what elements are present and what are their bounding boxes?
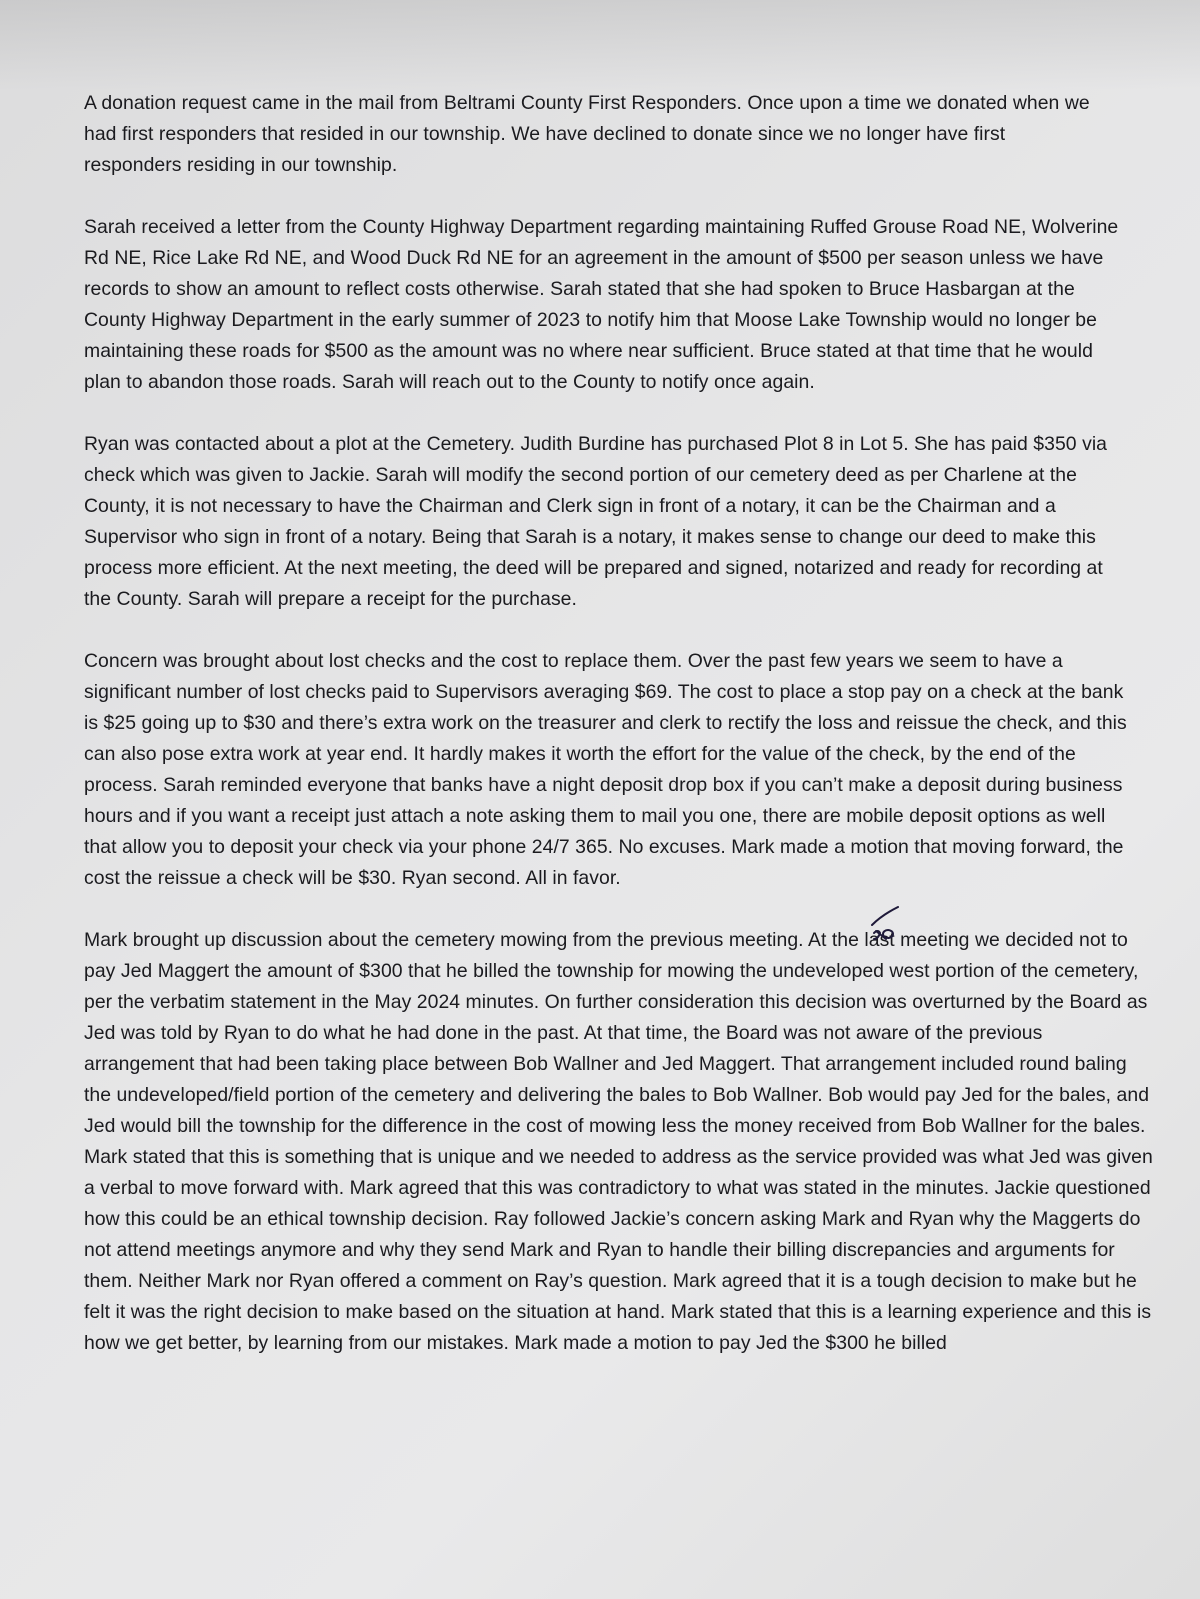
handwritten-correction-mark bbox=[868, 903, 908, 943]
paragraph-cemetery-plot: Ryan was contacted about a plot at the Cemetery. Judith Burdine has purchased Plot 8 in Lot 5. She has paid $350 via check which was given to Jackie. Sarah will modify the second portion of our cemetery deed as per Charlene at the County, it is not necessary to have the Chairman and Clerk sign in front of a notary, it can be the Chairman and a Supervisor who sign in front of a notary. Being that Sarah is a notary, it makes sense to change our deed to make this process more efficient. At the next meeting, the deed will be prepared and signed, notarized and ready for recording at the County. Sarah will prepare a receipt for the purchase. bbox=[84, 433, 1108, 610]
paragraph-lost-checks: Concern was brought about lost checks and the cost to replace them. Over the past few years we seem to have a significant number of lost checks paid to Supervisors averaging $69. The cost to place a stop pay on a check at the bank is $25 going up to $30 and there’s extra work on the treasurer and clerk to rectify the loss and reissue the check, and this can also pose extra work at year end. It hardly makes it worth the effort for the value of the check, by the end of the process. Sarah reminded everyone that banks have a night deposit drop box if you can’t make a deposit during business hours and if you want a receipt just attach a note asking them to mail you one, there are mobile deposit options as well that allow you to deposit your check via your phone 24/7 365. No excuses. Mark made a motion that moving forward, the cost the reissue a check will be $30. Ryan second. All in favor. bbox=[84, 650, 1127, 889]
document-body bbox=[84, 88, 1154, 1390]
paragraph-cemetery-mowing: Mark brought up discussion about the cemetery mowing from the previous meeting. At the last meeting we decided not to pay Jed Maggert the amount of $300 that he billed the township for mowing the undeveloped west portion of the cemetery, per the verbatim statement in the May 2024 minutes. On further consideration this decision was overturned by the Board as Jed was told by Ryan to do what he had done in the past. At that time, the Board was not aware of the previous arrangement that had been taking place between Bob Wallner and Jed Maggert. That arrangement included round baling the undeveloped/field portion of the cemetery and delivering the bales to Bob Wallner. Bob would pay Jed for the bales, and Jed would bill the township for the difference in the cost of mowing less the money received from Bob Wallner for the bales. Mark stated that this is something that is unique and we needed to address as the service provided was what Jed was given a verbal to move forward with. Mark agreed that this was contradictory to what was stated in the minutes. Jackie questioned how this could be an ethical township decision. Ray followed Jackie’s concern asking Mark and Ryan why the Maggerts do not attend meetings anymore and why they send Mark and Ryan to handle their billing discrepancies and arguments for them. Neither Mark nor Ryan offered a comment on Ray’s question. Mark agreed that it is a tough decision to make but he felt it was the right decision to make based on the situation at hand. Mark stated that this is a learning experience and this is how we get better, by learning from our mistakes. Mark made a motion to pay Jed the $300 he billed bbox=[84, 929, 1153, 1354]
paragraph-highway-agreement: Sarah received a letter from the County Highway Department regarding maintaining Ruffed Grouse Road NE, Wolverine Rd NE, Rice Lake Rd NE, and Wood Duck Rd NE for an agreement in the amount of $500 per season unless we have records to show an amount to reflect costs otherwise. Sarah stated that she had spoken to Bruce Hasbargan at the County Highway Department in the early summer of 2023 to notify him that Moose Lake Township would no longer be maintaining these roads for $500 as the amount was no where near sufficient. Bruce stated at that time that he would plan to abandon those roads. Sarah will reach out to the County to notify once again. bbox=[84, 216, 1119, 393]
page-shadow bbox=[0, 0, 1200, 90]
paragraph-donation-request: A donation request came in the mail from Beltrami County First Responders. Once upon a time we donated when we had first responders that resided in our township. We have declined to donate since we no longer have first responders residing in our township. bbox=[84, 92, 1090, 176]
